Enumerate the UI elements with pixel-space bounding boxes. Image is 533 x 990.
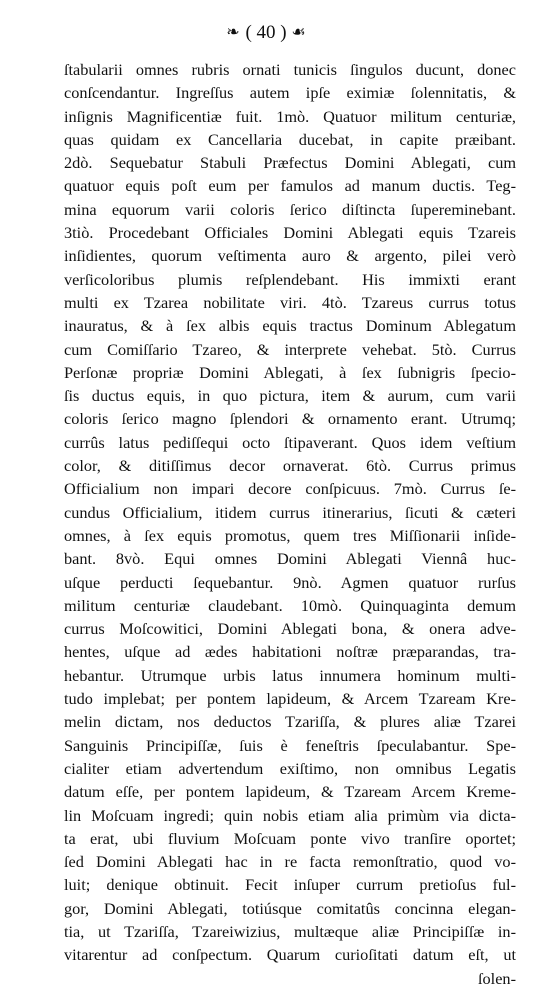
text-line: ſed Domini Ablegati hac in re facta remonſtratio, quod vo- xyxy=(64,852,516,872)
text-line: currûs latus pediſſequi octo ſtipaverant. Quos idem veſtium xyxy=(64,432,516,452)
text-line: omnes, à ſex equis promotus, quem tres Miſſionarii inſide- xyxy=(64,525,516,545)
text-line: multi ex Tzarea nobilitate viri. 4tò. Tzareus currus totus xyxy=(64,292,516,312)
text-line: vitarentur ad conſpectum. Quarum curioſitati datum eſt, ut xyxy=(64,945,516,965)
text-line: ſtabularii omnes rubris ornati tunicis ſingulos ducunt, donec xyxy=(64,60,516,79)
text-line: Perſonæ propriæ Domini Ablegati, à ſex ſubnigris ſpecio- xyxy=(64,362,516,382)
text-line: inſidientes, quorum veſtimenta auro & argento, pilei verò xyxy=(64,246,516,266)
text-line: ta erat, ubi fluvium Moſcuam ponte vivo tranſire oportet; xyxy=(64,828,516,848)
text-line: cundus Officialium, itidem currus itinerarius, ſicuti & cæteri xyxy=(64,502,516,522)
text-line: conſcendantur. Ingreſſus autem ipſe eximiæ ſolennitatis, & xyxy=(64,83,516,103)
text-line: inſignis Magnificentiæ fuit. 1mò. Quatuor militum centuriæ, xyxy=(64,106,516,126)
text-line: tia, ut Tzariſſa, Tzareiwizius, multæque aliæ Principiſſæ in- xyxy=(64,921,516,941)
fleuron-left-icon: ❧ xyxy=(226,24,241,41)
text-line: hentes, uſque ad ædes habitationi noſtræ præparandas, tra- xyxy=(64,642,516,662)
text-line: melin dictam, nos deductos Tzariſſa, & plures aliæ Tzarei xyxy=(64,712,516,732)
text-line: Sanguinis Principiſſæ, ſuis è feneſtris ſpeculabantur. Spe- xyxy=(64,735,516,755)
text-line: Officialium non impari decore conſpicuus. 7mò. Currus ſe- xyxy=(64,479,516,499)
text-line: quatuor equis poſt eum per famulos ad manum ductis. Teg- xyxy=(64,176,516,196)
text-line: quas quidam ex Cancellaria ducebat, in capite præibant. xyxy=(64,129,516,149)
page-header xyxy=(0,22,533,44)
text-line: mina equorum varii coloris ſerico diſtincta ſupereminebant. xyxy=(64,199,516,219)
text-line: cum Comiſſario Tzareo, & interprete vehebat. 5tò. Currus xyxy=(64,339,516,359)
text-line: 3tiò. Procedebant Officiales Domini Ablegati equis Tzareis xyxy=(64,223,516,243)
text-line: coloris ſerico magno ſplendori & ornamento erant. Utrumq; xyxy=(64,409,516,429)
text-line: verſicoloribus plumis reſplendebant. His immixti erant xyxy=(64,269,516,289)
text-line: inauratus, & à ſex albis equis tractus Dominum Ablegatum xyxy=(64,316,516,336)
fleuron-right-icon: ☙ xyxy=(291,24,307,41)
text-line: gor, Domini Ablegati, totiúsque comitatûs concinna elegan- xyxy=(64,898,516,918)
text-line: bant. 8vò. Equi omnes Domini Ablegati Viennâ huc- xyxy=(64,549,516,569)
text-line: uſque perducti ſequebantur. 9nò. Agmen quatuor rurſus xyxy=(64,572,516,592)
page-number: ( 40 ) xyxy=(245,22,287,43)
body-text xyxy=(64,58,516,990)
text-line: hebantur. Utrumque urbis latus innumera hominum multi- xyxy=(64,665,516,685)
text-line: 2dò. Sequebatur Stabuli Præfectus Domini Ablegati, cum xyxy=(64,153,516,173)
text-line: cialiter etiam advertendum exiſtimo, non omnibus Legatis xyxy=(64,758,516,778)
text-line: luit; denique obtinuit. Fecit inſuper currum pretioſus ful- xyxy=(64,875,516,895)
text-line: militum centuriæ claudebant. 10mò. Quinquaginta demum xyxy=(64,595,516,615)
text-line: ſis ductus equis, in quo pictura, item & aurum, cum varii xyxy=(64,386,516,406)
text-line: datum eſſe, per pontem lapideum, & Tzaream Arcem Kreme- xyxy=(64,782,516,802)
text-line: currus Moſcowitici, Domini Ablegati bona, & onera adve- xyxy=(64,619,516,639)
text-line: lin Moſcuam ingredi; quin nobis etiam alia primùm via dicta- xyxy=(64,805,516,825)
text-line: ſolen- xyxy=(478,968,516,988)
text-line: tudo implebat; per pontem lapideum, & Arcem Tzaream Kre- xyxy=(64,689,516,709)
text-line: color, & ditiſſimus decor ornaverat. 6tò. Currus primus xyxy=(64,456,516,476)
